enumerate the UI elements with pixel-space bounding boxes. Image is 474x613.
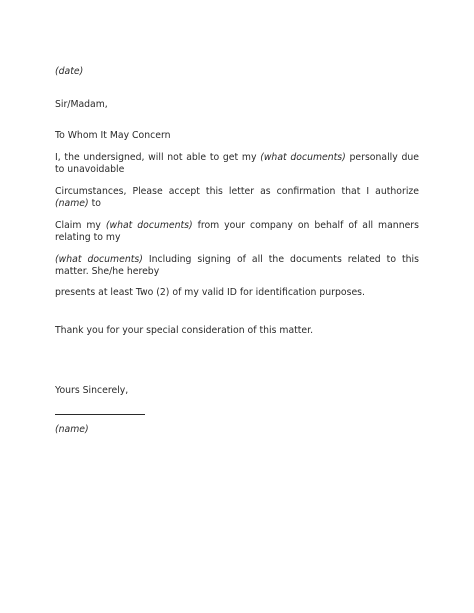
paragraph-4-line-2: matter. She/he hereby (55, 266, 160, 277)
date-placeholder: (date) (55, 66, 84, 77)
p3-doc-placeholder: (what documents) (105, 220, 193, 231)
signature-line (55, 414, 145, 415)
paragraph-1-line-1 (55, 152, 419, 164)
p1-doc-placeholder: (what documents) (260, 152, 346, 163)
closing: Yours Sincerely, (55, 385, 129, 396)
paragraph-4-line-1 (55, 254, 419, 266)
paragraph-5: presents at least Two (2) of my valid ID for identification purposes. (55, 287, 365, 298)
to-whom-line: To Whom It May Concern (55, 130, 171, 141)
paragraph-2-line-2 (55, 198, 101, 210)
p1-text-a: I, the undersigned, will not able to get my (55, 152, 261, 163)
p4-text-b: Including signing of all the documents related to this (142, 254, 419, 265)
thanks-line: Thank you for your special consideration of this matter. (55, 325, 314, 336)
salutation: Sir/Madam, (55, 99, 108, 110)
paragraph-3-line-1 (55, 220, 419, 232)
p3-text-c: from your company on behalf of all manners (192, 220, 419, 231)
p3-text-a: Claim my (55, 220, 106, 231)
paragraph-2-line-1: Circumstances, Please accept this letter as confirmation that I authorize (55, 186, 419, 197)
p4-doc-placeholder: (what documents) (55, 254, 143, 265)
p2-name-placeholder: (name) (55, 198, 89, 209)
p2-text-c: to (88, 198, 101, 209)
paragraph-3-line-2: relating to my (55, 232, 121, 243)
p1-text-c: personally due (345, 152, 419, 163)
name-placeholder: (name) (55, 424, 89, 435)
paragraph-1-line-2: to unavoidable (55, 164, 125, 175)
